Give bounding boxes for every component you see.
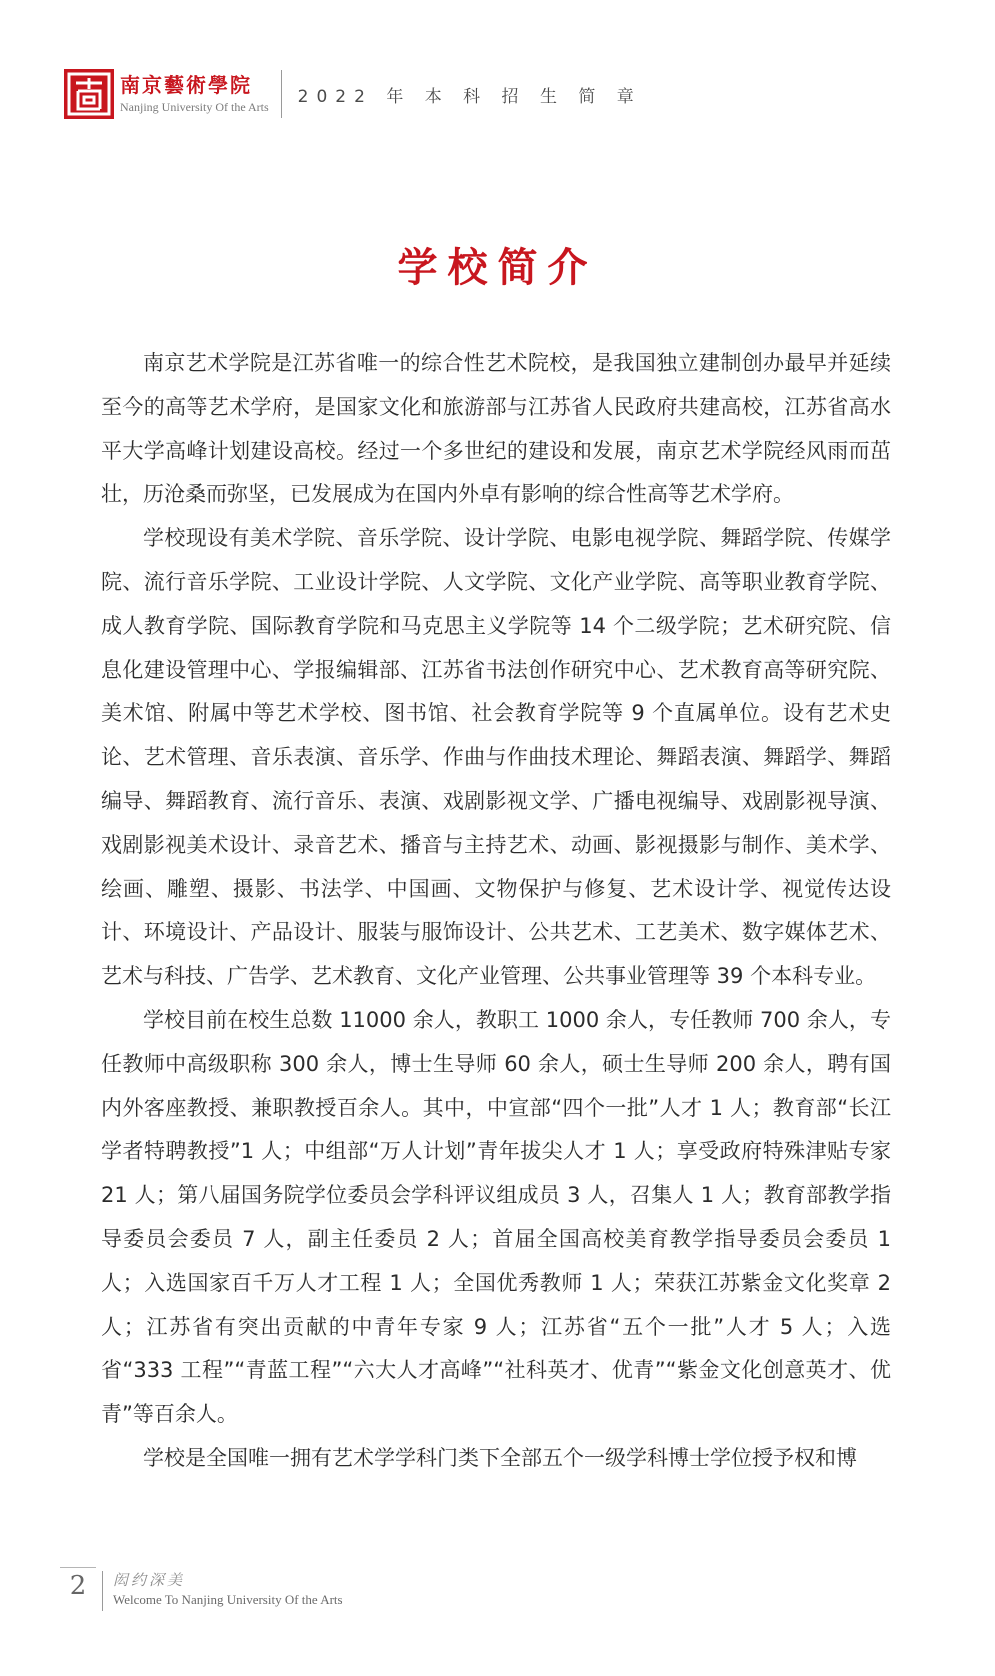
university-seal-logo — [64, 69, 114, 119]
page-number: 2 — [60, 1567, 96, 1604]
paragraph: 学校现设有美术学院、音乐学院、设计学院、电影电视学院、舞蹈学院、传媒学院、流行音乐学院、工业设计学院、人文学院、文化产业学院、高等职业教育学院、成人教育学院、国际教育学院和马克思主义学院等 14 个二级学院；艺术研究院、信息化建设管理中心、学报编辑部、江苏省书法创作研究中心、艺术教育高等研究院、美术馆、附属中等艺术学校、图书馆、社会教育学院等 9 个直属单位。设有艺术史论、艺术管理、音乐表演、音乐学、作曲与作曲技术理论、舞蹈表演、舞蹈学、舞蹈编导、舞蹈教育、流行音乐、表演、戏剧影视文学、广播电视编导、戏剧影视导演、戏剧影视美术设计、录音艺术、播音与主持艺术、动画、影视摄影与制作、美术学、绘画、雕塑、摄影、书法学、中国画、文物保护与修复、艺术设计学、视觉传达设计、环境设计、产品设计、服装与服饰设计、公共艺术、工艺美术、数字媒体艺术、艺术与科技、广告学、艺术教育、文化产业管理、公共事业管理等 39 个本科专业。 — [101, 526, 891, 989]
logo-wordmark — [120, 73, 269, 115]
footer-welcome: Welcome To Nanjing University Of the Arts — [113, 1592, 343, 1607]
footer-motto: 闳约深美 — [113, 1571, 186, 1589]
footer-text — [113, 1571, 343, 1609]
logo-chinese-name: 南京藝術學院 — [120, 73, 252, 97]
paragraph: 南京艺术学院是江苏省唯一的综合性艺术院校，是我国独立建制创办最早并延续至今的高等艺术学府，是国家文化和旅游部与江苏省人民政府共建高校，江苏省高水平大学高峰计划建设高校。经过一个多世纪的建设和发展，南京艺术学院经风雨而茁壮，历沧桑而弥坚，已发展成为在国内外卓有影响的综合性高等艺术学府。 — [101, 351, 891, 507]
page-title: 学校简介 — [397, 243, 598, 291]
paragraph: 学校是全国唯一拥有艺术学学科门类下全部五个一级学科博士学位授予权和博 — [143, 1445, 857, 1470]
seal-mark-icon — [64, 69, 114, 119]
logo-english-name: Nanjing University Of the Arts — [120, 100, 269, 114]
page-footer — [60, 1563, 343, 1625]
header-divider — [281, 70, 282, 118]
paragraph: 学校目前在校生总数 11000 余人，教职工 1000 余人，专任教师 700 余人，专任教师中高级职称 300 余人，博士生导师 60 余人，硕士生导师 200 余人，聘有国内外客座教授、兼职教授百余人。其中，中宣部“四个一批”人才 1 人；教育部“长江学者特聘教授”1 人；中组部“万人计划”青年拔尖人才 1 人；享受政府特殊津贴专家 21 人；第八届国务院学位委员会学科评议组成员 3 人，召集人 1 人；教育部教学指导委员会委员 7 人，副主任委员 2 人；首届全国高校美育教学指导委员会委员 1 人；入选国家百千万人才工程 1 人；全国优秀教师 1 人；荣获江苏紫金文化奖章 2 人；江苏省有突出贡献的中青年专家 9 人；江苏省“五个一批”人才 5 人；入选省“333 工程”“青蓝工程”“六大人才高峰”“社科英才、优青”“紫金文化创意英才、优青”等百余人。 — [101, 1007, 891, 1427]
body-text — [101, 342, 891, 1481]
page-header — [64, 66, 642, 122]
footer-divider — [102, 1571, 103, 1611]
brochure-title: 2022 年 本 科 招 生 简 章 — [297, 86, 642, 107]
